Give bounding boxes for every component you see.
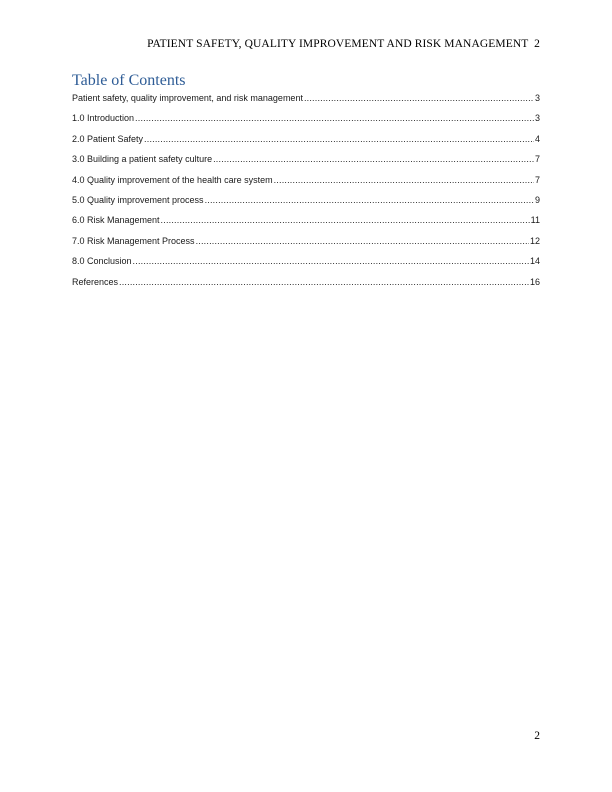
toc-entry[interactable] xyxy=(72,256,540,276)
toc-entry[interactable] xyxy=(72,215,540,235)
footer-page-number: 2 xyxy=(534,730,540,742)
toc-dot-leader xyxy=(144,134,534,144)
toc-entry-title[interactable]: 4.0 Quality improvement of the health care system xyxy=(72,174,273,185)
toc-dot-leader xyxy=(213,154,534,164)
toc-entry-page[interactable]: 16 xyxy=(529,276,540,287)
toc-entry-title[interactable]: 8.0 Conclusion xyxy=(72,256,132,267)
toc-entry-title[interactable]: 6.0 Risk Management xyxy=(72,215,160,226)
toc-entry-page[interactable]: 3 xyxy=(534,93,540,103)
toc-entry-page[interactable]: 12 xyxy=(529,235,540,246)
toc-entry-title[interactable]: Patient safety, quality improvement, and risk management xyxy=(72,93,303,103)
toc-entry[interactable] xyxy=(72,93,540,113)
toc-entry-title[interactable]: 2.0 Patient Safety xyxy=(72,133,144,144)
toc-entry-title[interactable]: 5.0 Quality improvement process xyxy=(72,194,204,205)
toc-entry-title[interactable]: References xyxy=(72,276,119,287)
running-head-page-number: 2 xyxy=(534,38,540,50)
toc-entry[interactable] xyxy=(72,175,540,195)
toc-entry[interactable] xyxy=(72,277,540,297)
toc-heading: Table of Contents xyxy=(72,72,186,89)
running-head xyxy=(72,38,540,50)
toc-entry-page[interactable]: 3 xyxy=(534,113,540,124)
toc-dot-leader xyxy=(133,256,529,266)
toc-dot-leader xyxy=(205,195,534,205)
toc-entry-title[interactable]: 1.0 Introduction xyxy=(72,113,135,124)
toc-entry[interactable] xyxy=(72,113,540,133)
toc-entry-title[interactable]: 3.0 Building a patient safety culture xyxy=(72,154,213,165)
toc-entry-page[interactable]: 11 xyxy=(530,215,540,226)
toc-entry-page[interactable]: 4 xyxy=(534,133,540,144)
toc-entry[interactable] xyxy=(72,236,540,256)
running-head-title: PATIENT SAFETY, QUALITY IMPROVEMENT AND RISK MANAGEMENT xyxy=(147,38,529,50)
toc-entry[interactable] xyxy=(72,134,540,154)
toc-entry[interactable] xyxy=(72,195,540,215)
toc-entry-page[interactable]: 14 xyxy=(529,256,540,267)
toc-entry-page[interactable]: 9 xyxy=(534,194,540,205)
toc-dot-leader xyxy=(135,113,534,123)
toc-dot-leader xyxy=(161,215,530,225)
toc-entry[interactable] xyxy=(72,154,540,174)
toc-entry-title[interactable]: 7.0 Risk Management Process xyxy=(72,235,195,246)
toc-dot-leader xyxy=(304,93,534,103)
toc-dot-leader xyxy=(119,277,529,287)
toc-entry-page[interactable]: 7 xyxy=(534,174,540,185)
toc-list xyxy=(72,93,540,297)
toc-entry-page[interactable]: 7 xyxy=(534,154,540,165)
toc-dot-leader xyxy=(196,236,529,246)
toc-dot-leader xyxy=(274,175,534,185)
